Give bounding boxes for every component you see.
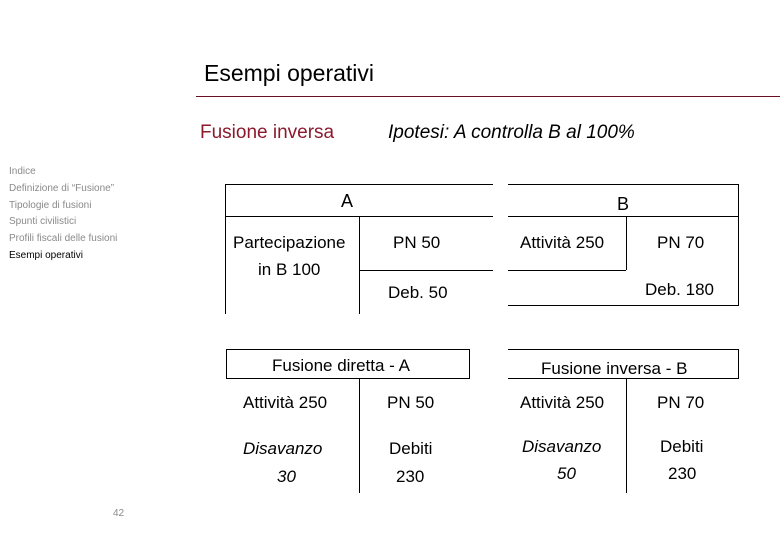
sidebar-item-indice[interactable]: Indice — [9, 166, 36, 177]
merger-direct-column-divider — [359, 378, 360, 493]
merger-direct-header-divider — [226, 378, 470, 379]
merger-direct-debt-label: Debiti — [389, 439, 433, 458]
section-subtitle: Fusione inversa — [200, 122, 335, 143]
merger-direct-right-border — [469, 349, 470, 379]
sidebar-item-spunti[interactable]: Spunti civilistici — [9, 216, 77, 228]
page-title: Esempi operativi — [204, 60, 375, 86]
sidebar-item-tipologie[interactable]: Tipologie di fusioni — [9, 199, 92, 211]
account-a-asset-line2: in B 100 — [258, 260, 321, 279]
merger-direct-header: Fusione diretta - A — [272, 356, 410, 375]
merger-direct-deficit-value: 30 — [277, 467, 296, 486]
page-number: 42 — [113, 508, 125, 519]
merger-reverse-top-border — [508, 349, 739, 350]
merger-reverse-equity: PN 70 — [657, 393, 705, 412]
merger-direct-left-border — [226, 349, 227, 379]
merger-reverse-header: Fusione inversa - B — [541, 359, 688, 378]
account-a-right-divider — [359, 270, 493, 271]
account-a-equity: PN 50 — [393, 233, 441, 252]
account-b-top-border — [508, 184, 739, 185]
merger-reverse-deficit-value: 50 — [557, 464, 576, 483]
merger-direct-debt-value: 230 — [396, 467, 425, 486]
merger-direct-equity: PN 50 — [387, 393, 435, 412]
merger-reverse-debt-value: 230 — [668, 464, 697, 483]
merger-direct-deficit-label: Disavanzo — [243, 439, 323, 458]
merger-reverse-deficit-label: Disavanzo — [522, 437, 602, 456]
sidebar-item-definizione[interactable]: Definizione di “Fusione” — [9, 182, 115, 194]
account-b-right-border — [738, 184, 739, 306]
sidebar-nav — [9, 164, 189, 265]
account-b-bottom-border — [508, 305, 739, 306]
account-a-asset-line1: Partecipazione — [233, 233, 346, 252]
account-b-header: B — [617, 194, 630, 214]
hypothesis-text: Ipotesi: A controlla B al 100% — [388, 122, 635, 143]
account-b-header-divider — [508, 216, 739, 217]
account-b-asset: Attività 250 — [520, 233, 605, 252]
sidebar-item-profili[interactable]: Profili fiscali delle fusioni — [9, 233, 118, 245]
merger-reverse-asset: Attività 250 — [520, 393, 605, 412]
account-b-debt: Deb. 180 — [645, 280, 714, 299]
merger-reverse-right-border — [738, 349, 739, 379]
account-a-column-divider — [359, 216, 360, 314]
account-b-left-divider — [508, 270, 626, 271]
account-a-debt: Deb. 50 — [388, 283, 448, 302]
merger-direct-asset: Attività 250 — [243, 393, 328, 412]
account-a-left-border — [225, 184, 226, 314]
merger-direct-top-border — [226, 349, 470, 350]
merger-reverse-debt-label: Debiti — [660, 437, 704, 456]
account-b-column-divider — [626, 216, 627, 270]
account-b-equity: PN 70 — [657, 233, 705, 252]
title-divider — [196, 96, 780, 97]
account-a-header: A — [341, 191, 354, 211]
merger-reverse-column-divider — [626, 378, 627, 493]
sidebar-item-esempi[interactable]: Esempi operativi — [9, 249, 83, 261]
account-a-top-border — [225, 184, 493, 185]
